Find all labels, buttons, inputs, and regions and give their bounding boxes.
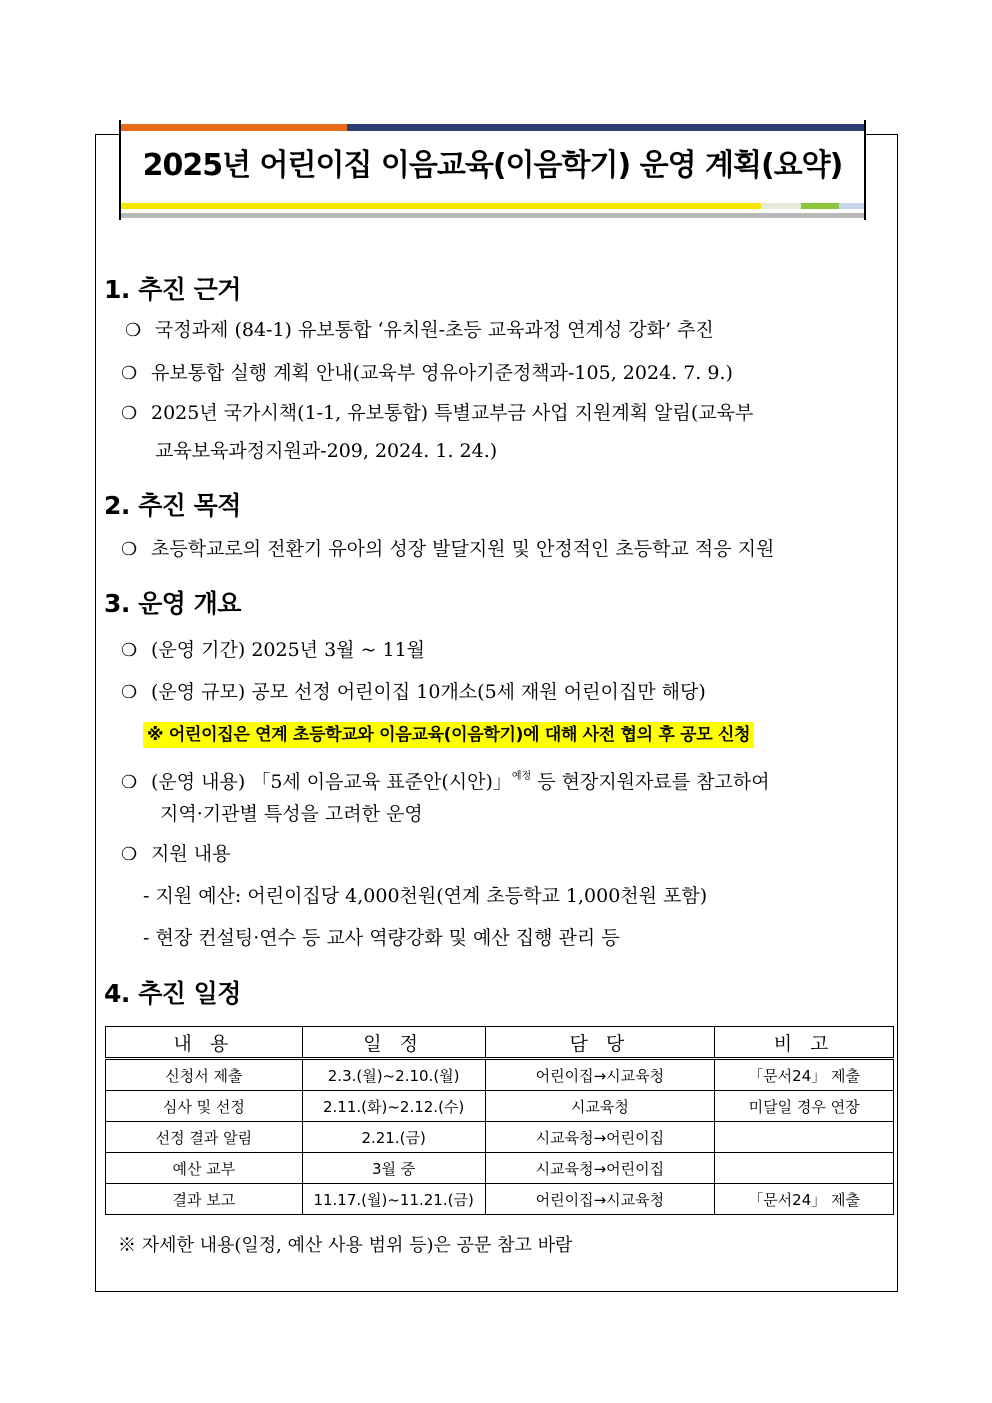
schedule-table xyxy=(105,1026,894,1215)
table-cell: 「문서24」 제출 xyxy=(715,1059,894,1091)
table-cell: 심사 및 선정 xyxy=(106,1091,303,1122)
section4-heading: 4. 추진 일정 xyxy=(104,979,241,1008)
table-cell: 「문서24」 제출 xyxy=(715,1184,894,1215)
bullet-icon: ❍ xyxy=(121,539,138,560)
bullet-icon: ❍ xyxy=(121,772,138,793)
section1-item-3: ❍ 2025년 국가시책(1-1, 유보통합) 특별교부금 사업 지원계획 알림(교육부 xyxy=(121,399,753,428)
title-bottom-bar xyxy=(121,203,864,209)
highlight-note: ※ 어린이집은 연계 초등학교와 이음교육(이음학기)에 대해 사전 협의 후 공모 신청 xyxy=(143,722,754,748)
bullet-icon: ❍ xyxy=(121,682,138,703)
table-cell: 시교육청→어린이집 xyxy=(485,1153,715,1184)
title-box xyxy=(119,120,866,220)
section3-scale: ❍ (운영 규모) 공모 선정 어린이집 10개소(5세 재원 어린이집만 해당) xyxy=(121,678,706,707)
table-cell: 3월 중 xyxy=(302,1153,485,1184)
table-cell: 신청서 제출 xyxy=(106,1059,303,1091)
title-shadow-bar xyxy=(121,213,864,218)
section2-item-1: ❍ 초등학교로의 전환기 유아의 성장 발달지원 및 안정적인 초등학교 적응 지원 xyxy=(121,535,774,564)
table-row xyxy=(106,1122,894,1153)
bullet-icon: ❍ xyxy=(121,844,138,865)
col-header-schedule: 일 정 xyxy=(302,1027,485,1059)
section3-heading: 3. 운영 개요 xyxy=(104,589,241,618)
section1-item-2: ❍ 유보통합 실행 계획 안내(교육부 영유아기준정책과-105, 2024. 7. 9.) xyxy=(121,359,733,388)
table-cell: 미달일 경우 연장 xyxy=(715,1091,894,1122)
table-cell: 시교육청 xyxy=(485,1091,715,1122)
section3-content-cont: 지역·기관별 특성을 고려한 운영 xyxy=(160,803,423,825)
table-row xyxy=(106,1091,894,1122)
table-cell: 어린이집→시교육청 xyxy=(485,1184,715,1215)
table-row xyxy=(106,1184,894,1215)
page-title: 2025년 어린이집 이음교육(이음학기) 운영 계획(요약) xyxy=(142,148,843,183)
table-cell: 2.3.(월)~2.10.(월) xyxy=(302,1059,485,1091)
bullet-icon: ❍ xyxy=(121,363,138,384)
section1-item-1: ❍ 국정과제 (84-1) 유보통합 ‘유치원-초등 교육과정 연계성 강화’ 추진 xyxy=(125,316,714,345)
col-header-remarks: 비 고 xyxy=(715,1027,894,1059)
table-cell: 2.11.(화)~2.12.(수) xyxy=(302,1091,485,1122)
bullet-icon: ❍ xyxy=(125,320,142,341)
col-header-content: 내 용 xyxy=(106,1027,303,1059)
footnote: ※ 자세한 내용(일정, 예산 사용 범위 등)은 공문 참고 바람 xyxy=(118,1235,573,1256)
section3-support-1: - 지원 예산: 어린이집당 4,000천원(연계 초등학교 1,000천원 포함) xyxy=(143,885,708,907)
bullet-icon: ❍ xyxy=(121,640,138,661)
section3-support-title: ❍ 지원 내용 xyxy=(121,840,230,869)
section3-content: ❍ (운영 내용) 「5세 이음교육 표준안(시안)」$^{예정}$ 등 현장지원자료를 참고하여 xyxy=(121,763,770,797)
table-row xyxy=(106,1059,894,1091)
table-cell: 어린이집→시교육청 xyxy=(485,1059,715,1091)
section2-heading: 2. 추진 목적 xyxy=(104,491,241,520)
title-top-bar xyxy=(121,124,864,131)
table-cell: 시교육청→어린이집 xyxy=(485,1122,715,1153)
table-cell: 선정 결과 알림 xyxy=(106,1122,303,1153)
bullet-icon: ❍ xyxy=(121,403,138,424)
section3-period: ❍ (운영 기간) 2025년 3월 ~ 11월 xyxy=(121,636,425,665)
table-cell: 예산 교부 xyxy=(106,1153,303,1184)
table-cell: 2.21.(금) xyxy=(302,1122,485,1153)
superscript-tag: 예정 xyxy=(511,771,532,782)
table-cell: 11.17.(월)~11.21.(금) xyxy=(302,1184,485,1215)
table-cell xyxy=(715,1153,894,1184)
col-header-owner: 담 당 xyxy=(485,1027,715,1059)
table-cell xyxy=(715,1122,894,1153)
table-header-row xyxy=(106,1027,894,1059)
table-cell: 결과 보고 xyxy=(106,1184,303,1215)
table-row xyxy=(106,1153,894,1184)
section1-heading: 1. 추진 근거 xyxy=(104,275,241,304)
section1-item-3-cont: 교육보육과정지원과-209, 2024. 1. 24.) xyxy=(155,440,498,462)
section3-support-2: - 현장 컨설팅·연수 등 교사 역량강화 및 예산 집행 관리 등 xyxy=(143,927,620,949)
